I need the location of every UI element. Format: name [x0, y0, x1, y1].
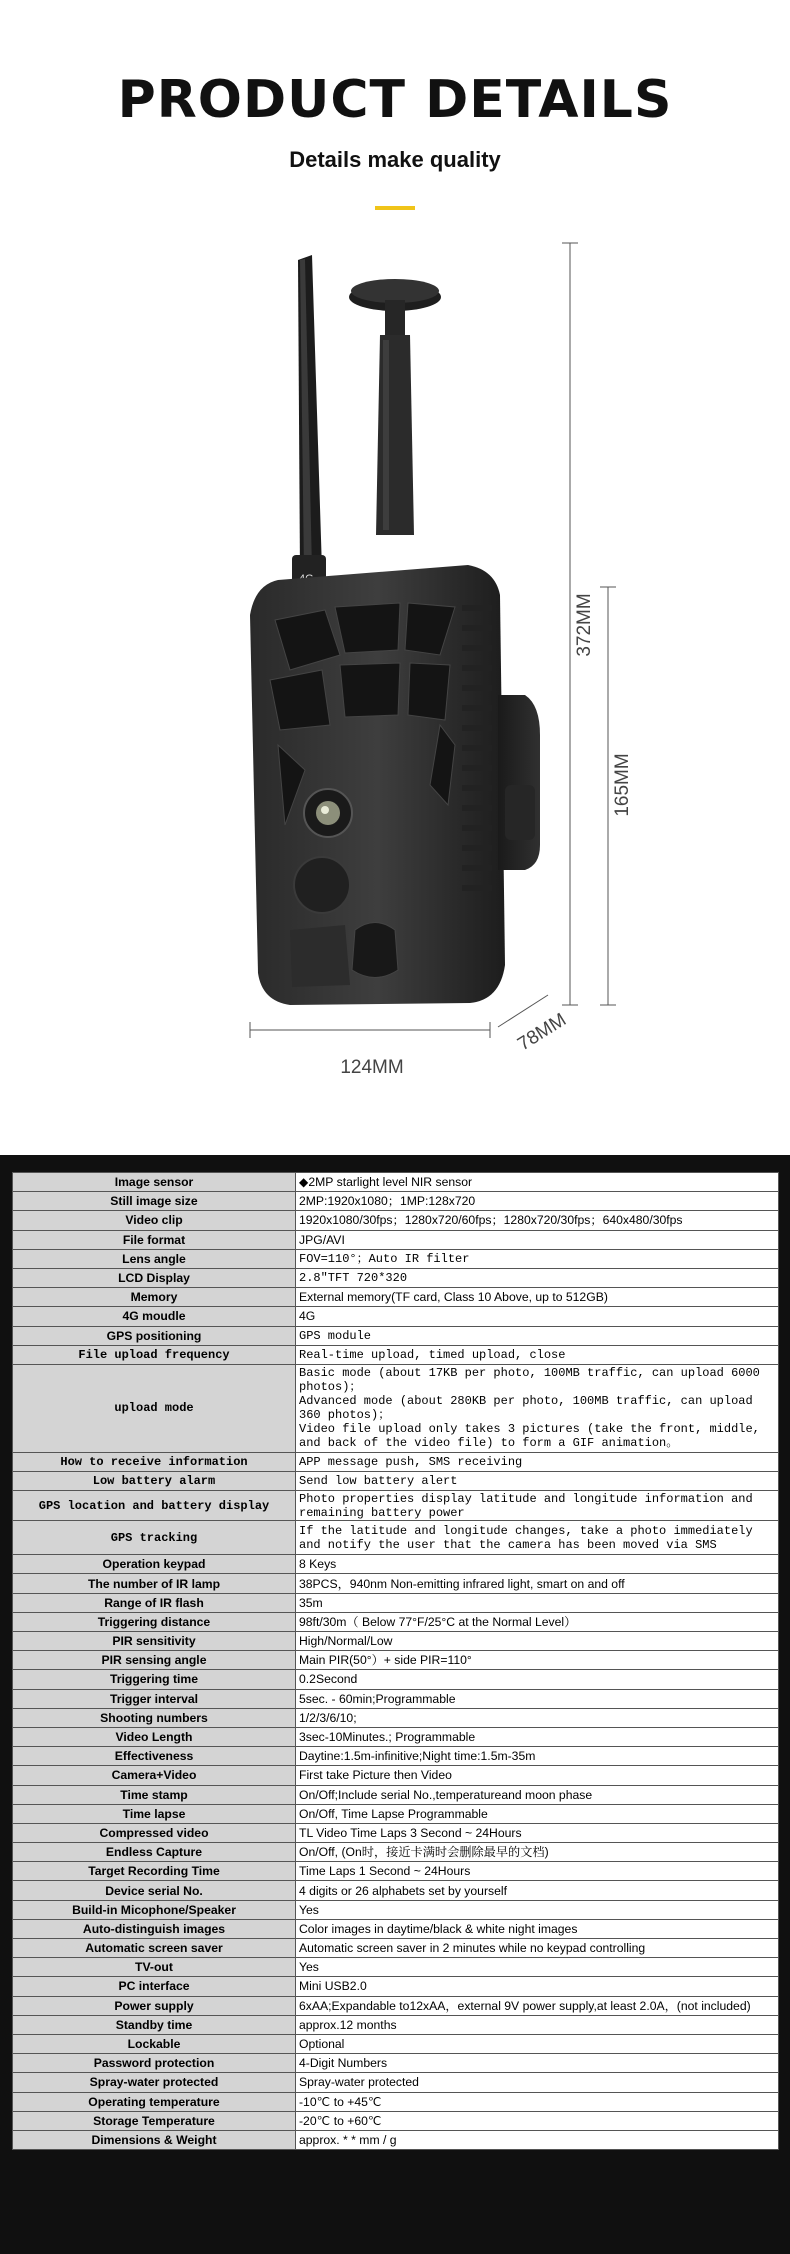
spec-value: JPG/AVI	[296, 1230, 779, 1249]
spec-row	[13, 1823, 779, 1842]
spec-row	[13, 1491, 779, 1521]
spec-label: Auto-distinguish images	[13, 1919, 296, 1938]
camera-body	[250, 565, 540, 1005]
spec-row	[13, 1766, 779, 1785]
spec-value: Optional	[296, 2034, 779, 2053]
spec-label: GPS tracking	[13, 1521, 296, 1555]
product-image	[0, 225, 790, 1105]
spec-value: 5sec. - 60min;Programmable	[296, 1689, 779, 1708]
spec-label: 4G moudle	[13, 1307, 296, 1326]
spec-label: File upload frequency	[13, 1345, 296, 1364]
spec-label: Effectiveness	[13, 1747, 296, 1766]
spec-label: Image sensor	[13, 1173, 296, 1192]
spec-value: approx. * * mm / g	[296, 2130, 779, 2149]
spec-value: -10℃ to +45℃	[296, 2092, 779, 2111]
spec-value: 8 Keys	[296, 1555, 779, 1574]
spec-value: Daytine:1.5m-infinitive;Night time:1.5m-35m	[296, 1747, 779, 1766]
spec-label: The number of IR lamp	[13, 1574, 296, 1593]
spec-label: Target Recording Time	[13, 1862, 296, 1881]
gps-antenna	[349, 279, 441, 535]
spec-label: Spray-water protected	[13, 2073, 296, 2092]
spec-value: TL Video Time Laps 3 Second ~ 24Hours	[296, 1823, 779, 1842]
spec-value: APP message push, SMS receiving	[296, 1452, 779, 1471]
spec-row	[13, 1977, 779, 1996]
spec-row	[13, 1472, 779, 1491]
spec-label: GPS positioning	[13, 1326, 296, 1345]
spec-value: 35m	[296, 1593, 779, 1612]
spec-label: PIR sensing angle	[13, 1651, 296, 1670]
spec-label: Shooting numbers	[13, 1708, 296, 1727]
spec-value: Photo properties display latitude and longitude information and remaining battery power	[296, 1491, 779, 1521]
spec-label: Build-in Micophone/Speaker	[13, 1900, 296, 1919]
spec-label: upload mode	[13, 1364, 296, 1452]
spec-label: PC interface	[13, 1977, 296, 1996]
spec-label: Trigger interval	[13, 1689, 296, 1708]
spec-value: On/Off, Time Lapse Programmable	[296, 1804, 779, 1823]
spec-row	[13, 1173, 779, 1192]
spec-label: Standby time	[13, 2015, 296, 2034]
spec-row	[13, 1785, 779, 1804]
width-dimension-label: 124MM	[340, 1057, 404, 1078]
spec-row	[13, 1747, 779, 1766]
spec-label: Password protection	[13, 2054, 296, 2073]
spec-value: Time Laps 1 Second ~ 24Hours	[296, 1862, 779, 1881]
spec-value: Yes	[296, 1900, 779, 1919]
spec-row	[13, 1192, 779, 1211]
spec-value: 38PCS，940nm Non-emitting infrared light, smart on and off	[296, 1574, 779, 1593]
spec-row	[13, 1574, 779, 1593]
spec-row	[13, 1452, 779, 1471]
accent-divider	[375, 206, 415, 210]
spec-value: 1920x1080/30fps；1280x720/60fps；1280x720/30fps；640x480/30fps	[296, 1211, 779, 1230]
spec-row	[13, 2092, 779, 2111]
spec-label: Compressed video	[13, 1823, 296, 1842]
spec-row	[13, 1804, 779, 1823]
spec-label: Camera+Video	[13, 1766, 296, 1785]
spec-value: High/Normal/Low	[296, 1632, 779, 1651]
spec-row	[13, 1843, 779, 1862]
spec-label: Memory	[13, 1288, 296, 1307]
spec-label: Dimensions & Weight	[13, 2130, 296, 2149]
spec-row	[13, 1727, 779, 1746]
antenna	[292, 255, 326, 600]
spec-row	[13, 1651, 779, 1670]
spec-label: Operating temperature	[13, 2092, 296, 2111]
spec-row	[13, 1268, 779, 1287]
spec-value: 0.2Second	[296, 1670, 779, 1689]
spec-row	[13, 1326, 779, 1345]
spec-value: 4-Digit Numbers	[296, 2054, 779, 2073]
spec-label: Lockable	[13, 2034, 296, 2053]
spec-label: Lens angle	[13, 1249, 296, 1268]
spec-label: Video Length	[13, 1727, 296, 1746]
spec-label: Range of IR flash	[13, 1593, 296, 1612]
spec-label: LCD Display	[13, 1268, 296, 1287]
spec-row	[13, 2034, 779, 2053]
spec-row	[13, 1708, 779, 1727]
spec-row	[13, 1593, 779, 1612]
spec-value: -20℃ to +60℃	[296, 2111, 779, 2130]
spec-value: 2.8"TFT 720*320	[296, 1268, 779, 1287]
specifications-section	[0, 1155, 790, 2254]
spec-label: Operation keypad	[13, 1555, 296, 1574]
spec-row	[13, 1345, 779, 1364]
spec-label: TV-out	[13, 1958, 296, 1977]
spec-value: 4 digits or 26 alphabets set by yourself	[296, 1881, 779, 1900]
spec-label: File format	[13, 1230, 296, 1249]
spec-value: 4G	[296, 1307, 779, 1326]
spec-label: Power supply	[13, 1996, 296, 2015]
spec-value: Yes	[296, 1958, 779, 1977]
spec-value: 3sec-10Minutes.; Programmable	[296, 1727, 779, 1746]
spec-value: Send low battery alert	[296, 1472, 779, 1491]
spec-label: Video clip	[13, 1211, 296, 1230]
spec-row	[13, 2015, 779, 2034]
page-title: PRODUCT DETAILS	[117, 70, 673, 130]
spec-value: 2MP:1920x1080；1MP:128x720	[296, 1192, 779, 1211]
spec-value: Automatic screen saver in 2 minutes while no keypad controlling	[296, 1939, 779, 1958]
spec-row	[13, 1364, 779, 1452]
spec-row	[13, 1919, 779, 1938]
height-dimension-label: 372MM	[574, 593, 595, 657]
spec-label: Storage Temperature	[13, 2111, 296, 2130]
spec-value: Color images in daytime/black & white night images	[296, 1919, 779, 1938]
spec-row	[13, 1307, 779, 1326]
depth-dimension-label: 78MM	[514, 1009, 571, 1056]
body-height-dimension-label: 165MM	[612, 753, 633, 817]
spec-value: 98ft/30m（ Below 77°F/25°C at the Normal Level）	[296, 1612, 779, 1631]
spec-value: GPS module	[296, 1326, 779, 1345]
spec-value: 1/2/3/6/10;	[296, 1708, 779, 1727]
spec-label: Time stamp	[13, 1785, 296, 1804]
spec-row	[13, 1996, 779, 2015]
spec-row	[13, 1521, 779, 1555]
spec-row	[13, 1689, 779, 1708]
spec-label: Automatic screen saver	[13, 1939, 296, 1958]
spec-value: Basic mode (about 17KB per photo, 100MB traffic, can upload 6000 photos)； Advanced mode (about 280KB per photo, 100MB traffic, can upload 360 photos)； Video file upload only takes 3 pictures (take the front, middle, and back of the video file) to form a GIF animation。	[296, 1364, 779, 1452]
spec-row	[13, 1632, 779, 1651]
spec-row	[13, 1900, 779, 1919]
spec-label: Endless Capture	[13, 1843, 296, 1862]
specifications-table	[12, 1172, 779, 2150]
spec-label: Device serial No.	[13, 1881, 296, 1900]
spec-value: FOV=110°；Auto IR filter	[296, 1249, 779, 1268]
spec-row	[13, 1230, 779, 1249]
spec-row	[13, 1958, 779, 1977]
spec-value: On/Off, (On时，接近卡满时会删除最早的文档)	[296, 1843, 779, 1862]
spec-label: How to receive information	[13, 1452, 296, 1471]
spec-value: External memory(TF card, Class 10 Above, up to 512GB)	[296, 1288, 779, 1307]
spec-row	[13, 1862, 779, 1881]
spec-row	[13, 1288, 779, 1307]
spec-value: Real-time upload, timed upload, close	[296, 1345, 779, 1364]
spec-value: Main PIR(50°）+ side PIR=110°	[296, 1651, 779, 1670]
spec-row	[13, 1555, 779, 1574]
spec-row	[13, 1881, 779, 1900]
spec-value: Mini USB2.0	[296, 1977, 779, 1996]
spec-label: Still image size	[13, 1192, 296, 1211]
spec-value: approx.12 months	[296, 2015, 779, 2034]
spec-row	[13, 2130, 779, 2149]
spec-row	[13, 1939, 779, 1958]
page-subtitle: Details make quality	[289, 147, 501, 172]
spec-row	[13, 1249, 779, 1268]
spec-value: If the latitude and longitude changes, take a photo immediately and notify the user that the camera has been moved via SMS	[296, 1521, 779, 1555]
spec-row	[13, 2073, 779, 2092]
spec-label: Low battery alarm	[13, 1472, 296, 1491]
spec-value: ◆2MP starlight level NIR sensor	[296, 1173, 779, 1192]
spec-label: PIR sensitivity	[13, 1632, 296, 1651]
spec-row	[13, 2054, 779, 2073]
spec-value: Spray-water protected	[296, 2073, 779, 2092]
spec-value: 6xAA;Expandable to12xAA，external 9V power supply,at least 2.0A，(not included)	[296, 1996, 779, 2015]
spec-row	[13, 2111, 779, 2130]
spec-row	[13, 1612, 779, 1631]
spec-row	[13, 1670, 779, 1689]
spec-row	[13, 1211, 779, 1230]
spec-label: Time lapse	[13, 1804, 296, 1823]
spec-label: GPS location and battery display	[13, 1491, 296, 1521]
spec-label: Triggering time	[13, 1670, 296, 1689]
spec-value: On/Off;Include serial No.,temperatureand moon phase	[296, 1785, 779, 1804]
spec-value: First take Picture then Video	[296, 1766, 779, 1785]
spec-label: Triggering distance	[13, 1612, 296, 1631]
